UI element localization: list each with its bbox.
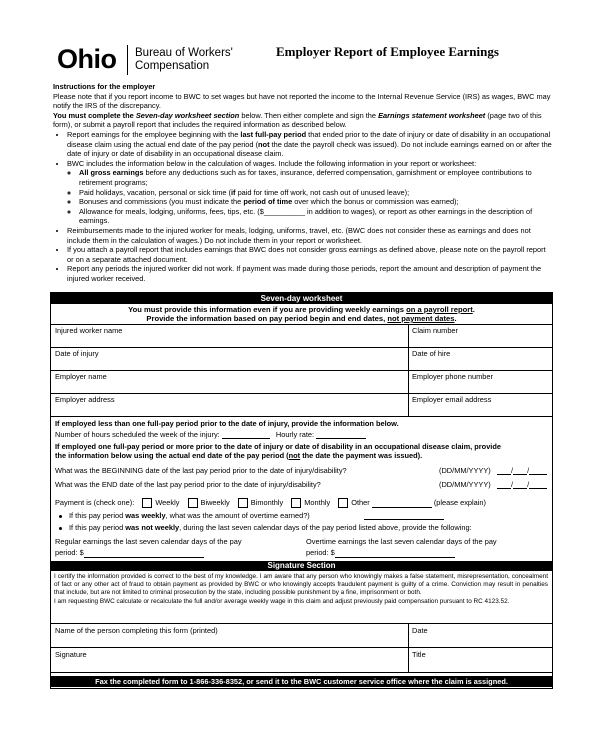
seven-day-note-2: Provide the information based on pay period begin and end dates, not payment dates. [146, 314, 457, 323]
weekly-overtime-question: If this pay period was weekly, what was the amount of overtime earned?) [69, 511, 310, 520]
full-period-heading-1: If employed one full-pay period or more prior to the date of injury or date of disability in an occupational disease claim, provide [55, 442, 501, 451]
hours-scheduled-row: Number of hours scheduled the week of the injury: Hourly rate: [55, 430, 366, 439]
bureau-line-2: Compensation [135, 60, 210, 72]
overtime-earnings-input[interactable] [335, 549, 455, 558]
injured-worker-name-field[interactable]: Injured worker name [55, 326, 123, 335]
divider [51, 370, 552, 371]
biweekly-checkbox[interactable] [188, 498, 198, 508]
seven-day-note-1: You must provide this information even if you are providing weekly earnings on a payroll report. [128, 305, 475, 314]
bureau-name [135, 47, 233, 73]
employer-phone-field[interactable]: Employer phone number [412, 372, 493, 381]
bullet [59, 527, 62, 530]
title-field[interactable]: Title [412, 650, 426, 659]
divider [51, 672, 552, 673]
divider [51, 393, 552, 394]
regular-earnings-input[interactable] [84, 549, 204, 558]
printed-name-field[interactable]: Name of the person completing this form (printed) [55, 626, 218, 635]
instructions-must-complete: You must complete the Seven-day worksheet section below. Then either complete and sign the Earnings statement worksheet (page two of this form), or submit a payroll report that includes the required information as described below. [53, 110, 542, 130]
divider [51, 647, 552, 648]
bullet [59, 515, 62, 518]
sub-list [67, 168, 553, 226]
other-explain-input[interactable] [372, 499, 432, 508]
sub-list-item: ◦ Bonuses and commissions (you must indicate the period of time over which the bonus or commission was earned); [79, 197, 553, 207]
overtime-amount-input[interactable] [364, 511, 444, 520]
not-weekly-question: If this pay period was not weekly, during the last seven calendar days of the pay period listed above, provide the following: [69, 523, 472, 532]
fax-instructions-bar: Fax the completed form to 1-866-336-8352, or send it to the BWC customer service office where the claim is assigned. [51, 676, 552, 687]
claim-number-field[interactable]: Claim number [412, 326, 459, 335]
begin-date-input[interactable]: / / [497, 466, 547, 475]
overtime-earnings-field: Overtime earnings the last seven calendar days of the pay period: $ [306, 537, 497, 557]
end-date-question: What was the END date of the last pay period prior to the date of injury/disability? [55, 480, 321, 489]
full-period-heading-2: the information below using the actual end date of the pay period (not the date the payment was issued). [55, 451, 423, 460]
monthly-checkbox[interactable] [291, 498, 301, 508]
end-date-format: (DD/MM/YYYY) [439, 480, 491, 489]
instructions-section [53, 82, 553, 283]
list-item: • Reimbursements made to the injured worker for meals, lodging, uniforms, travel, etc. (BWC does not consider these as earnings and does not include them in the calculation of wages.) Do not include them in your report or worksheet. [67, 226, 553, 245]
weekly-checkbox[interactable] [142, 498, 152, 508]
list-item: • Report earnings for the employee beginning with the last full-pay period that ended prior to the date of injury or date of disability in an occupational disease claim using the actual end date of the pay period (not the date the payroll check was issued). Do not include earnings earned on or after the date of injury or date of disability in an occupational disease claim. [67, 130, 553, 159]
seven-day-header: Seven-day worksheet [51, 293, 552, 304]
divider [51, 416, 552, 417]
regular-earnings-field: Regular earnings the last seven calendar days of the pay period: $ [55, 537, 242, 557]
employer-name-field[interactable]: Employer name [55, 372, 107, 381]
divider [51, 347, 552, 348]
seven-day-form [50, 292, 553, 689]
ohio-logo-text: Ohio [57, 44, 117, 74]
signature-section-header: Signature Section [51, 561, 552, 571]
begin-date-question: What was the BEGINNING date of the last pay period prior to the date of injury/disability? [55, 466, 347, 475]
signature-field[interactable]: Signature [55, 650, 87, 659]
divider [51, 623, 552, 624]
recalculation-request-text: I am requesting BWC calculate or recalculate the full and/or average weekly wage in this claim and adjust previously paid compensation pursuant to RC 4123.52. [54, 598, 510, 605]
date-of-injury-field[interactable]: Date of injury [55, 349, 99, 358]
list-item: • BWC includes the information below in the calculation of wages. Include the following information in your report or worksheet: ◦ All gross earnings before any deductions such as for taxes, insurance, deferred compensation, garnishment or employee contributions to retirement programs; ◦ Paid holidays, vacation, personal or sick time (if paid for time off work, not cash out of unused leave); ◦ Bonuses and commissions (you must indicate the period of time over which the bonus or commission was earned); ◦ Allowance for meals, lodging, uniforms, fees, tips, etc. ($__________ in addition to wages), or report as other earnings in the description of earnings. [67, 159, 553, 226]
bimonthly-checkbox[interactable] [238, 498, 248, 508]
divider [51, 324, 552, 325]
hours-input[interactable] [222, 430, 270, 439]
sub-list-item: ◦ Allowance for meals, lodging, uniforms, fees, tips, etc. ($__________ in addition to wages), or report as other earnings in the description of earnings. [79, 207, 553, 226]
bureau-line-1: Bureau of Workers' [135, 47, 233, 59]
certification-text: I certify the information provided is correct to the best of my knowledge. I am aware that any person who knowingly makes a false statement, misrepresentation, concealment of fact or any other act of fraud to obtain payment as provided by BWC or who knowingly accepts fraudulent payment is guilty of a crime. Conviction may result in penalties that include, but are not limited to criminal prosecution by the state, including possible punishment by a fine, imprisonment or both. [54, 573, 548, 597]
sub-list-item: ◦ Paid holidays, vacation, personal or sick time (if paid for time off work, not cash out of unused leave); [79, 188, 553, 198]
date-field[interactable]: Date [412, 626, 428, 635]
list-item: • Report any periods the injured worker did not work. If payment was made during those periods, report the amount and description of payment the injured worker received. [67, 264, 553, 283]
less-than-one-period-heading: If employed less than one full-pay period prior to the date of injury, provide the information below. [55, 419, 399, 428]
divider [408, 623, 409, 672]
document-title: Employer Report of Employee Earnings [276, 44, 499, 59]
other-checkbox[interactable] [338, 498, 348, 508]
hourly-rate-input[interactable] [316, 430, 366, 439]
payment-frequency-row: Payment is (check one): Weekly Biweekly Bimonthly Monthly Other (please explain) [55, 498, 487, 507]
date-of-hire-field[interactable]: Date of hire [412, 349, 451, 358]
begin-date-format: (DD/MM/YYYY) [439, 466, 491, 475]
instructions-irs-note: Please note that if you report income to BWC to set wages but have not reported the income to the Internal Revenue Service (IRS) as wages, BWC may notify the IRS of the discrepancy. [53, 91, 551, 111]
sub-list-item: ◦ All gross earnings before any deductions such as for taxes, insurance, deferred compensation, garnishment or employee contributions to retirement programs; [79, 168, 553, 187]
employer-email-field[interactable]: Employer email address [412, 395, 492, 404]
instructions-heading: Instructions for the employer [53, 82, 156, 91]
end-date-input[interactable]: / / [497, 480, 547, 489]
instructions-list [53, 130, 553, 284]
divider [408, 324, 409, 416]
employer-address-field[interactable]: Employer address [55, 395, 115, 404]
list-item: • If you attach a payroll report that includes earnings that BWC does not consider gross earnings as defined above, please note on the payroll report or on a separate attached document. [67, 245, 553, 264]
logo-divider [127, 45, 128, 75]
